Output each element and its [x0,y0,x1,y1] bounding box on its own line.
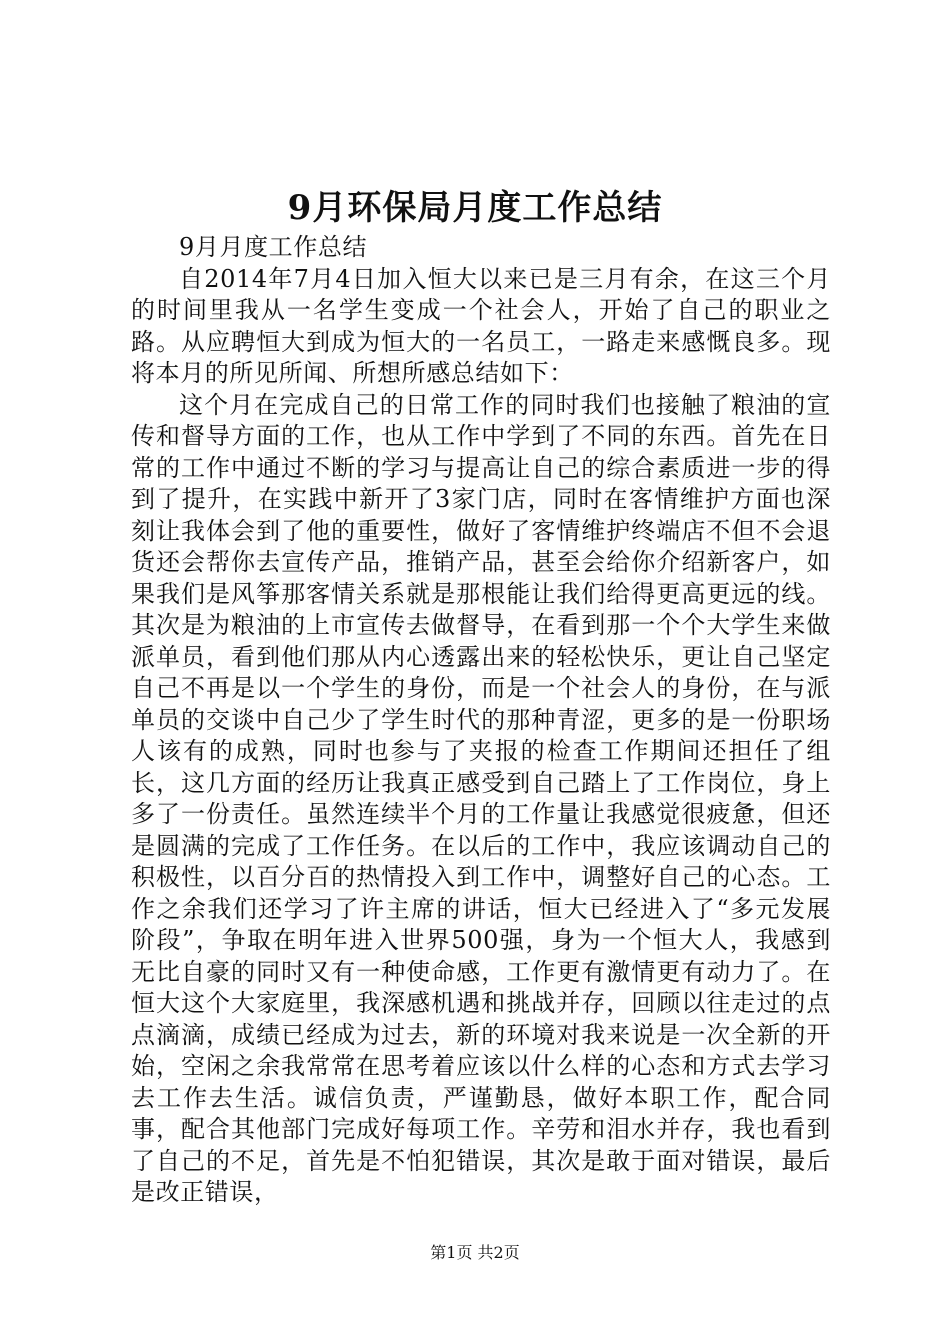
paragraph-subtitle: 9月月度工作总结 [179,233,368,261]
document-body [131,232,831,1209]
paragraph-main: 这个月在完成自己的日常工作的同时我们也接触了粮油的宣传和督导方面的工作，也从工作中学到了不同的东西。首先在日常的工作中通过不断的学习与提高让自己的综合素质进一步的得到了提升，在实践中新开了3家门店，同时在客情维护方面也深刻让我体会到了他的重要性，做好了客情维护终端店不但不会退货还会帮你去宣传产品，推销产品，甚至会给你介绍新客户，如果我们是风筝那客情关系就是那根能让我们给得更高更远的线。其次是为粮油的上市宣传去做督导，在看到那一个个大学生来做派单员，看到他们那从内心透露出来的轻松快乐，更让自己坚定自己不再是以一个学生的身份，而是一个社会人的身份，在与派单员的交谈中自己少了学生时代的那种青涩，更多的是一份职场人该有的成熟，同时也参与了夹报的检查工作期间还担任了组长，这几方面的经历让我真正感受到自己踏上了工作岗位，身上多了一份责任。虽然连续半个月的工作量让我感觉很疲惫，但还是圆满的完成了工作任务。在以后的工作中，我应该调动自己的积极性，以百分百的热情投入到工作中，调整好自己的心态。工作之余我们还学习了许主席的讲话，恒大已经进入了“多元发展阶段”，争取在明年进入世界500强，身为一个恒大人，我感到无比自豪的同时又有一种使命感，工作更有激情更有动力了。在恒大这个大家庭里，我深感机遇和挑战并存，回顾以往走过的点点滴滴，成绩已经成为过去，新的环境对我来说是一次全新的开始，空闲之余我常常在思考着应该以什么样的心态和方式去学习去工作去生活。诚信负责，严谨勤恳，做好本职工作，配合同事，配合其他部门完成好每项工作。辛劳和泪水并存，我也看到了自己的不足，首先是不怕犯错误，其次是敢于面对错误，最后是改正错误， [131,390,831,1206]
page-number-footer: 第1页 共2页 [430,1243,520,1262]
document-title: 9月环保局月度工作总结 [287,188,663,228]
paragraph-intro: 自2014年7月4日加入恒大以来已是三月有余，在这三个月的时间里我从一名学生变成一个社会人，开始了自己的职业之路。从应聘恒大到成为恒大的一名员工，一路走来感慨良多。现将本月的所见所闻、所想所感总结如下： [131,264,831,387]
